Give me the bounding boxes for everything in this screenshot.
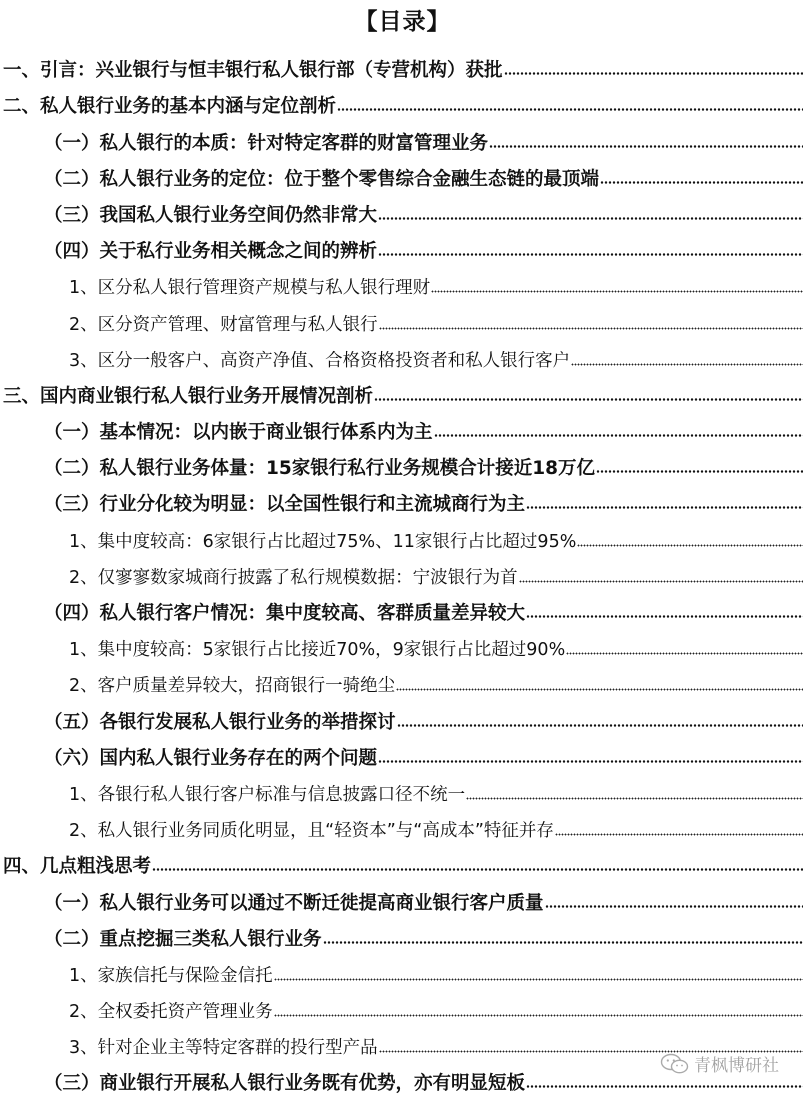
dot-leader bbox=[379, 327, 803, 330]
dot-leader bbox=[519, 580, 803, 583]
dot-leader bbox=[274, 978, 803, 981]
dot-leader bbox=[434, 434, 803, 437]
toc-entry-level-3 bbox=[0, 626, 805, 662]
dot-leader bbox=[577, 544, 803, 547]
dot-leader bbox=[431, 290, 803, 293]
dot-leader bbox=[571, 363, 803, 366]
toc-entry-text: 1、集中度较高：6家银行占比超过75%、11家银行占比超过95% bbox=[69, 531, 577, 552]
dot-leader bbox=[152, 868, 803, 871]
toc-entry-level-3 bbox=[0, 662, 805, 698]
toc-entry-text: 1、区分私人银行管理资产规模与私人银行理财 bbox=[69, 278, 431, 299]
toc-entry-level-1 bbox=[0, 843, 805, 879]
toc-entry-text: 2、客户质量差异较大，招商银行一骑绝尘 bbox=[69, 676, 396, 697]
wechat-icon bbox=[660, 1053, 690, 1075]
toc-entry-text: （一）基本情况：以内嵌于商业银行体系内为主 bbox=[44, 422, 433, 444]
toc-entry-text: 3、区分一般客户、高资产净值、合格资格投资者和私人银行客户 bbox=[69, 350, 571, 371]
toc-entry-level-2 bbox=[0, 481, 805, 517]
toc-entry-level-2 bbox=[0, 409, 805, 445]
toc-entry-text: 2、仅寥寥数家城商行披露了私行规模数据：宁波银行为首 bbox=[69, 567, 518, 588]
toc-entry-text: （三）我国私人银行业务空间仍然非常大 bbox=[44, 204, 378, 226]
toc-entry-text: （五）各银行发展私人银行业务的举措探讨 bbox=[44, 711, 396, 733]
dot-leader bbox=[323, 941, 803, 944]
toc-entry-text: 一、引言：兴业银行与恒丰银行私人银行部（专营机构）获批 bbox=[3, 60, 503, 82]
toc-entry-level-2 bbox=[0, 698, 805, 734]
dot-leader bbox=[397, 724, 803, 727]
toc-entry-text: 2、全权委托资产管理业务 bbox=[69, 1002, 273, 1023]
dot-leader bbox=[378, 760, 803, 763]
watermark bbox=[660, 1051, 779, 1076]
dot-leader bbox=[396, 688, 803, 691]
dot-leader bbox=[504, 72, 803, 75]
dot-leader bbox=[526, 1085, 803, 1088]
toc-entry-level-3 bbox=[0, 300, 805, 336]
toc-entry-text: 1、集中度较高：5家银行占比接近70%，9家银行占比超过90% bbox=[69, 640, 566, 661]
toc-title: 【目录】 bbox=[354, 9, 451, 35]
toc-entry-text: （六）国内私人银行业务存在的两个问题 bbox=[44, 747, 378, 769]
dot-leader bbox=[337, 108, 803, 111]
toc-entry-level-2 bbox=[0, 119, 805, 155]
toc-entry-level-3 bbox=[0, 952, 805, 988]
toc-entry-level-1 bbox=[0, 83, 805, 119]
toc-entry-level-2 bbox=[0, 445, 805, 481]
toc-entry-text: （三）行业分化较为明显：以全国性银行和主流城商行为主 bbox=[44, 494, 526, 516]
dot-leader bbox=[374, 398, 803, 401]
dot-leader bbox=[489, 145, 803, 148]
toc-entry-level-1 bbox=[0, 47, 805, 83]
dot-leader bbox=[378, 217, 803, 220]
toc-entry-level-3 bbox=[0, 517, 805, 553]
dot-leader bbox=[566, 652, 803, 655]
toc-entry-level-3 bbox=[0, 554, 805, 590]
toc-entry-level-3 bbox=[0, 264, 805, 300]
dot-leader bbox=[596, 470, 803, 473]
toc-entry-level-3 bbox=[0, 771, 805, 807]
toc-entry-level-1 bbox=[0, 373, 805, 409]
toc-entry-level-3 bbox=[0, 337, 805, 373]
toc-entry-text: （四）私人银行客户情况：集中度较高、客群质量差异较大 bbox=[44, 603, 526, 624]
toc-entry-text: 2、区分资产管理、财富管理与私人银行 bbox=[69, 314, 378, 335]
dot-leader bbox=[526, 615, 803, 618]
toc-entry-text: 1、各银行私人银行客户标准与信息披露口径不统一 bbox=[69, 784, 466, 805]
toc-entry-text: 2、私人银行业务同质化明显，且“轻资本”与“高成本”特征并存 bbox=[69, 821, 554, 842]
dot-leader bbox=[600, 181, 803, 184]
dot-leader bbox=[526, 506, 803, 509]
toc-entry-level-2 bbox=[0, 192, 805, 228]
toc-entry-level-2 bbox=[0, 228, 805, 264]
toc-entry-text: （二）私人银行业务的定位：位于整个零售综合金融生态链的最顶端 bbox=[44, 168, 600, 190]
toc-entry-level-2 bbox=[0, 916, 805, 952]
toc-entry-text: 四、几点粗浅思考 bbox=[3, 856, 152, 878]
watermark-text: 青枫博研社 bbox=[694, 1056, 779, 1076]
table-of-contents bbox=[0, 47, 805, 1096]
toc-entry-level-3 bbox=[0, 988, 805, 1024]
toc-entry-text: 三、国内商业银行私人银行业务开展情况剖析 bbox=[3, 385, 374, 407]
toc-entry-text: （一）私人银行的本质：针对特定客群的财富管理业务 bbox=[44, 132, 489, 154]
toc-entry-text: 1、家族信托与保险金信托 bbox=[69, 965, 273, 986]
dot-leader bbox=[378, 253, 803, 256]
toc-entry-text: （三）商业银行开展私人银行业务既有优势，亦有明显短板 bbox=[44, 1073, 526, 1095]
toc-entry-text: （一）私人银行业务可以通过不断迁徙提高商业银行客户质量 bbox=[44, 892, 544, 914]
dot-leader bbox=[274, 1014, 803, 1017]
dot-leader bbox=[555, 833, 803, 836]
toc-entry-level-2 bbox=[0, 735, 805, 771]
toc-entry-text: （二）私人银行业务体量：15家银行私行业务规模合计接近18万亿 bbox=[44, 458, 595, 480]
toc-entry-text: （四）关于私行业务相关概念之间的辨析 bbox=[44, 241, 378, 263]
toc-entry-level-2 bbox=[0, 156, 805, 192]
toc-entry-level-2 bbox=[0, 590, 805, 626]
toc-entry-text: 二、私人银行业务的基本内涵与定位剖析 bbox=[3, 96, 337, 118]
toc-entry-level-3 bbox=[0, 807, 805, 843]
toc-entry-text: 3、针对企业主等特定客群的投行型产品 bbox=[69, 1038, 378, 1059]
toc-entry-level-2 bbox=[0, 879, 805, 915]
dot-leader bbox=[466, 797, 803, 800]
toc-entry-text: （二）重点挖掘三类私人银行业务 bbox=[44, 928, 322, 950]
dot-leader bbox=[545, 905, 803, 908]
